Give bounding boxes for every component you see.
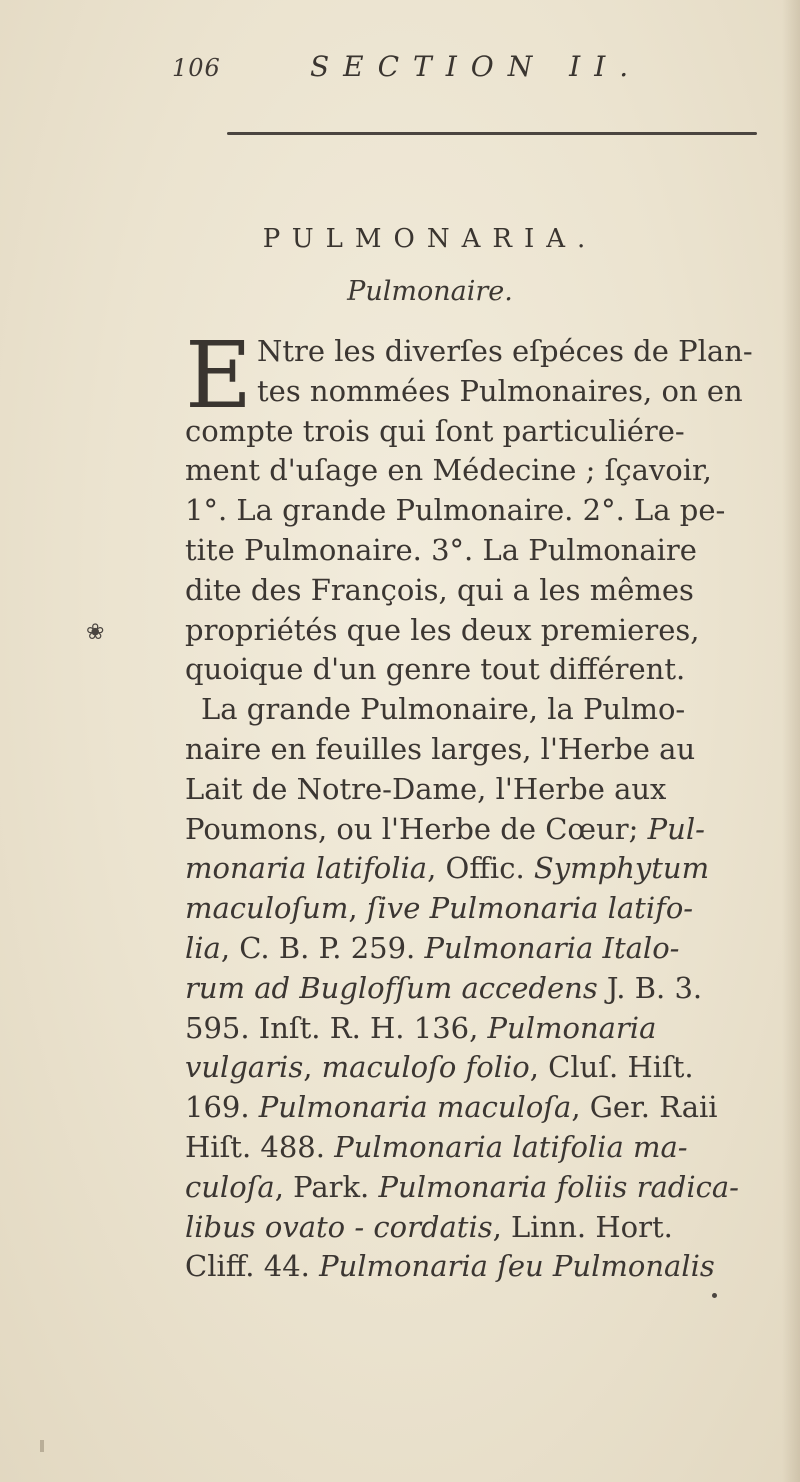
text-span: Ntre les diverſes eſpéces de Plan- (257, 334, 753, 368)
text-span: Poumons, ou l'Herbe de Cœur; (185, 811, 648, 846)
section-heading: PULMONARIA. (262, 224, 598, 254)
text-line (185, 571, 770, 611)
italic-text: ſive Pulmonaria latifo- (366, 891, 694, 926)
italic-text: rum ad Buglofſum accedens (185, 970, 598, 1005)
italic-text: maculoſum (185, 891, 349, 926)
text-line (185, 1048, 770, 1088)
text-span: 595. Inſt. R. H. 136, (185, 1010, 488, 1045)
page-header (172, 48, 672, 88)
page-number: 106 (172, 54, 221, 82)
text-span: , Offic. (427, 851, 534, 886)
text-span: ment d'uſage en Médecine ; ſçavoir, (185, 453, 712, 488)
text-line (185, 969, 770, 1009)
text-line (185, 611, 770, 651)
text-span: dite des François, qui a les mêmes (185, 572, 694, 607)
header-rule (227, 132, 757, 135)
page-edge-shadow (782, 0, 800, 1482)
text-line (185, 1208, 770, 1248)
italic-text: Pulmonaria maculoſa (258, 1090, 572, 1125)
text-span: J. B. 3. (597, 970, 703, 1005)
text-span: , (303, 1050, 322, 1085)
text-span: , Cluſ. Hiſt. (529, 1050, 694, 1085)
text-span: naire en feuilles larges, l'Herbe au (185, 731, 696, 766)
text-span: quoique d'un genre tout différent. (185, 652, 686, 687)
section-subheading: Pulmonaire. (347, 276, 513, 307)
text-line (185, 1168, 770, 1208)
text-span: propriétés que les deux premieres, (185, 612, 700, 647)
text-span: La grande Pulmonaire, la Pulmo- (201, 692, 686, 727)
text-span: compte trois qui ſont particuliére- (185, 413, 685, 448)
italic-text: Pulmonaria latifolia ma- (334, 1129, 688, 1164)
text-line (185, 849, 770, 889)
italic-text: Pulmonaria ſeu Pulmonalis (319, 1249, 715, 1284)
text-line (185, 1088, 770, 1128)
text-span: , C. B. P. 259. (220, 930, 425, 965)
italic-text: vulgaris (185, 1050, 304, 1085)
text-line (185, 730, 770, 770)
ink-dot (712, 1293, 717, 1298)
text-line (185, 1009, 770, 1049)
italic-text: Pulmonaria foliis radica- (378, 1169, 739, 1204)
text-line (185, 412, 770, 452)
text-line (185, 690, 770, 730)
text-line (185, 451, 770, 491)
text-line (185, 1128, 770, 1168)
text-line (185, 650, 770, 690)
text-span: , Park. (274, 1169, 379, 1204)
text-span: , Ger. Raii (571, 1090, 718, 1125)
page-mark (40, 1440, 44, 1452)
italic-text: Pul- (647, 811, 705, 846)
text-line (185, 770, 770, 810)
drop-cap: E (185, 322, 253, 429)
text-span: Lait de Notre-Dame, l'Herbe aux (185, 771, 667, 806)
body-text (185, 322, 770, 1287)
text-line (185, 889, 770, 929)
italic-text: maculoſo folio (321, 1050, 530, 1085)
italic-text: libus ovato - cordatis (185, 1209, 493, 1244)
italic-text: monaria latifolia (185, 851, 428, 886)
text-span: 169. (185, 1090, 259, 1125)
text-line (185, 929, 770, 969)
text-line (185, 332, 770, 372)
text-span: Cliff. 44. (185, 1249, 320, 1284)
italic-text: Symphytum (533, 851, 710, 886)
margin-ornament: ❀ (86, 620, 105, 645)
text-span: 1°. La grande Pulmonaire. 2°. La pe- (185, 493, 726, 528)
text-line (185, 1247, 770, 1287)
text-span: , (348, 891, 367, 926)
text-span: tite Pulmonaire. 3°. La Pulmonaire (185, 532, 697, 567)
text-line (185, 810, 770, 850)
text-span: Hiſt. 488. (185, 1129, 335, 1164)
italic-text: Pulmonaria (487, 1010, 657, 1045)
italic-text: Pulmonaria Italo- (424, 930, 680, 965)
text-span: , Linn. Hort. (492, 1209, 673, 1244)
running-head: SECTION II. (310, 50, 643, 83)
text-span: tes nommées Pulmonaires, on en (257, 373, 743, 408)
italic-text: culoſa (185, 1169, 275, 1204)
text-line (185, 372, 770, 412)
text-line (185, 491, 770, 531)
italic-text: lia (185, 930, 221, 965)
text-line (185, 531, 770, 571)
